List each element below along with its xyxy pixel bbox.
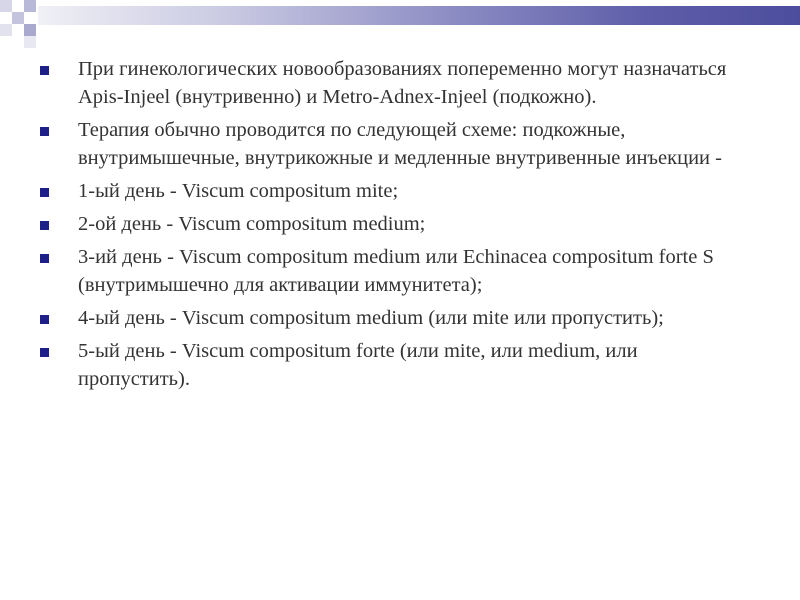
list-item-text: 3-ий день - Viscum compositum medium или Echinacea compositum forte S (внутримышечно для активации иммунитета); <box>78 246 714 296</box>
slide-content <box>40 55 740 398</box>
square-bullet-icon <box>40 315 49 324</box>
square-bullet-icon <box>40 348 49 357</box>
square-bullet-icon <box>40 254 49 263</box>
list-item-text: 2-ой день - Viscum compositum medium; <box>78 213 426 235</box>
list-item <box>40 116 740 172</box>
list-item <box>40 337 740 393</box>
list-item <box>40 304 740 332</box>
square-bullet-icon <box>40 221 49 230</box>
list-item-text: 5-ый день - Viscum compositum forte (или mite, или medium, или пропустить). <box>78 340 638 390</box>
list-item <box>40 243 740 299</box>
list-item <box>40 177 740 205</box>
list-item <box>40 210 740 238</box>
decor-square <box>12 0 24 12</box>
square-bullet-icon <box>40 188 49 197</box>
decor-square <box>24 24 36 36</box>
header-gradient-bar <box>38 6 800 25</box>
list-item <box>40 55 740 111</box>
decor-square <box>24 0 36 12</box>
decor-square <box>0 0 12 12</box>
list-item-text: При гинекологических новообразованиях попеременно могут назначаться Apis-Injeel (внутривенно) и Metro-Adnex-Injeel (подкожно). <box>78 58 727 108</box>
list-item-text: 1-ый день - Viscum compositum mite; <box>78 180 399 202</box>
list-item-text: Терапия обычно проводится по следующей схеме: подкожные, внутримышечные, внутрикожные и медленные внутривенные инъекции - <box>78 119 722 169</box>
decor-square <box>0 12 12 24</box>
header-decoration <box>0 0 800 50</box>
list-item-text: 4-ый день - Viscum compositum medium (или mite или пропустить); <box>78 307 664 329</box>
square-bullet-icon <box>40 66 49 75</box>
decor-square <box>12 24 24 36</box>
decor-square <box>0 24 12 36</box>
decor-square <box>24 12 36 24</box>
square-bullet-icon <box>40 127 49 136</box>
decor-square <box>24 36 36 48</box>
decor-square <box>12 12 24 24</box>
bullet-list <box>40 55 740 393</box>
